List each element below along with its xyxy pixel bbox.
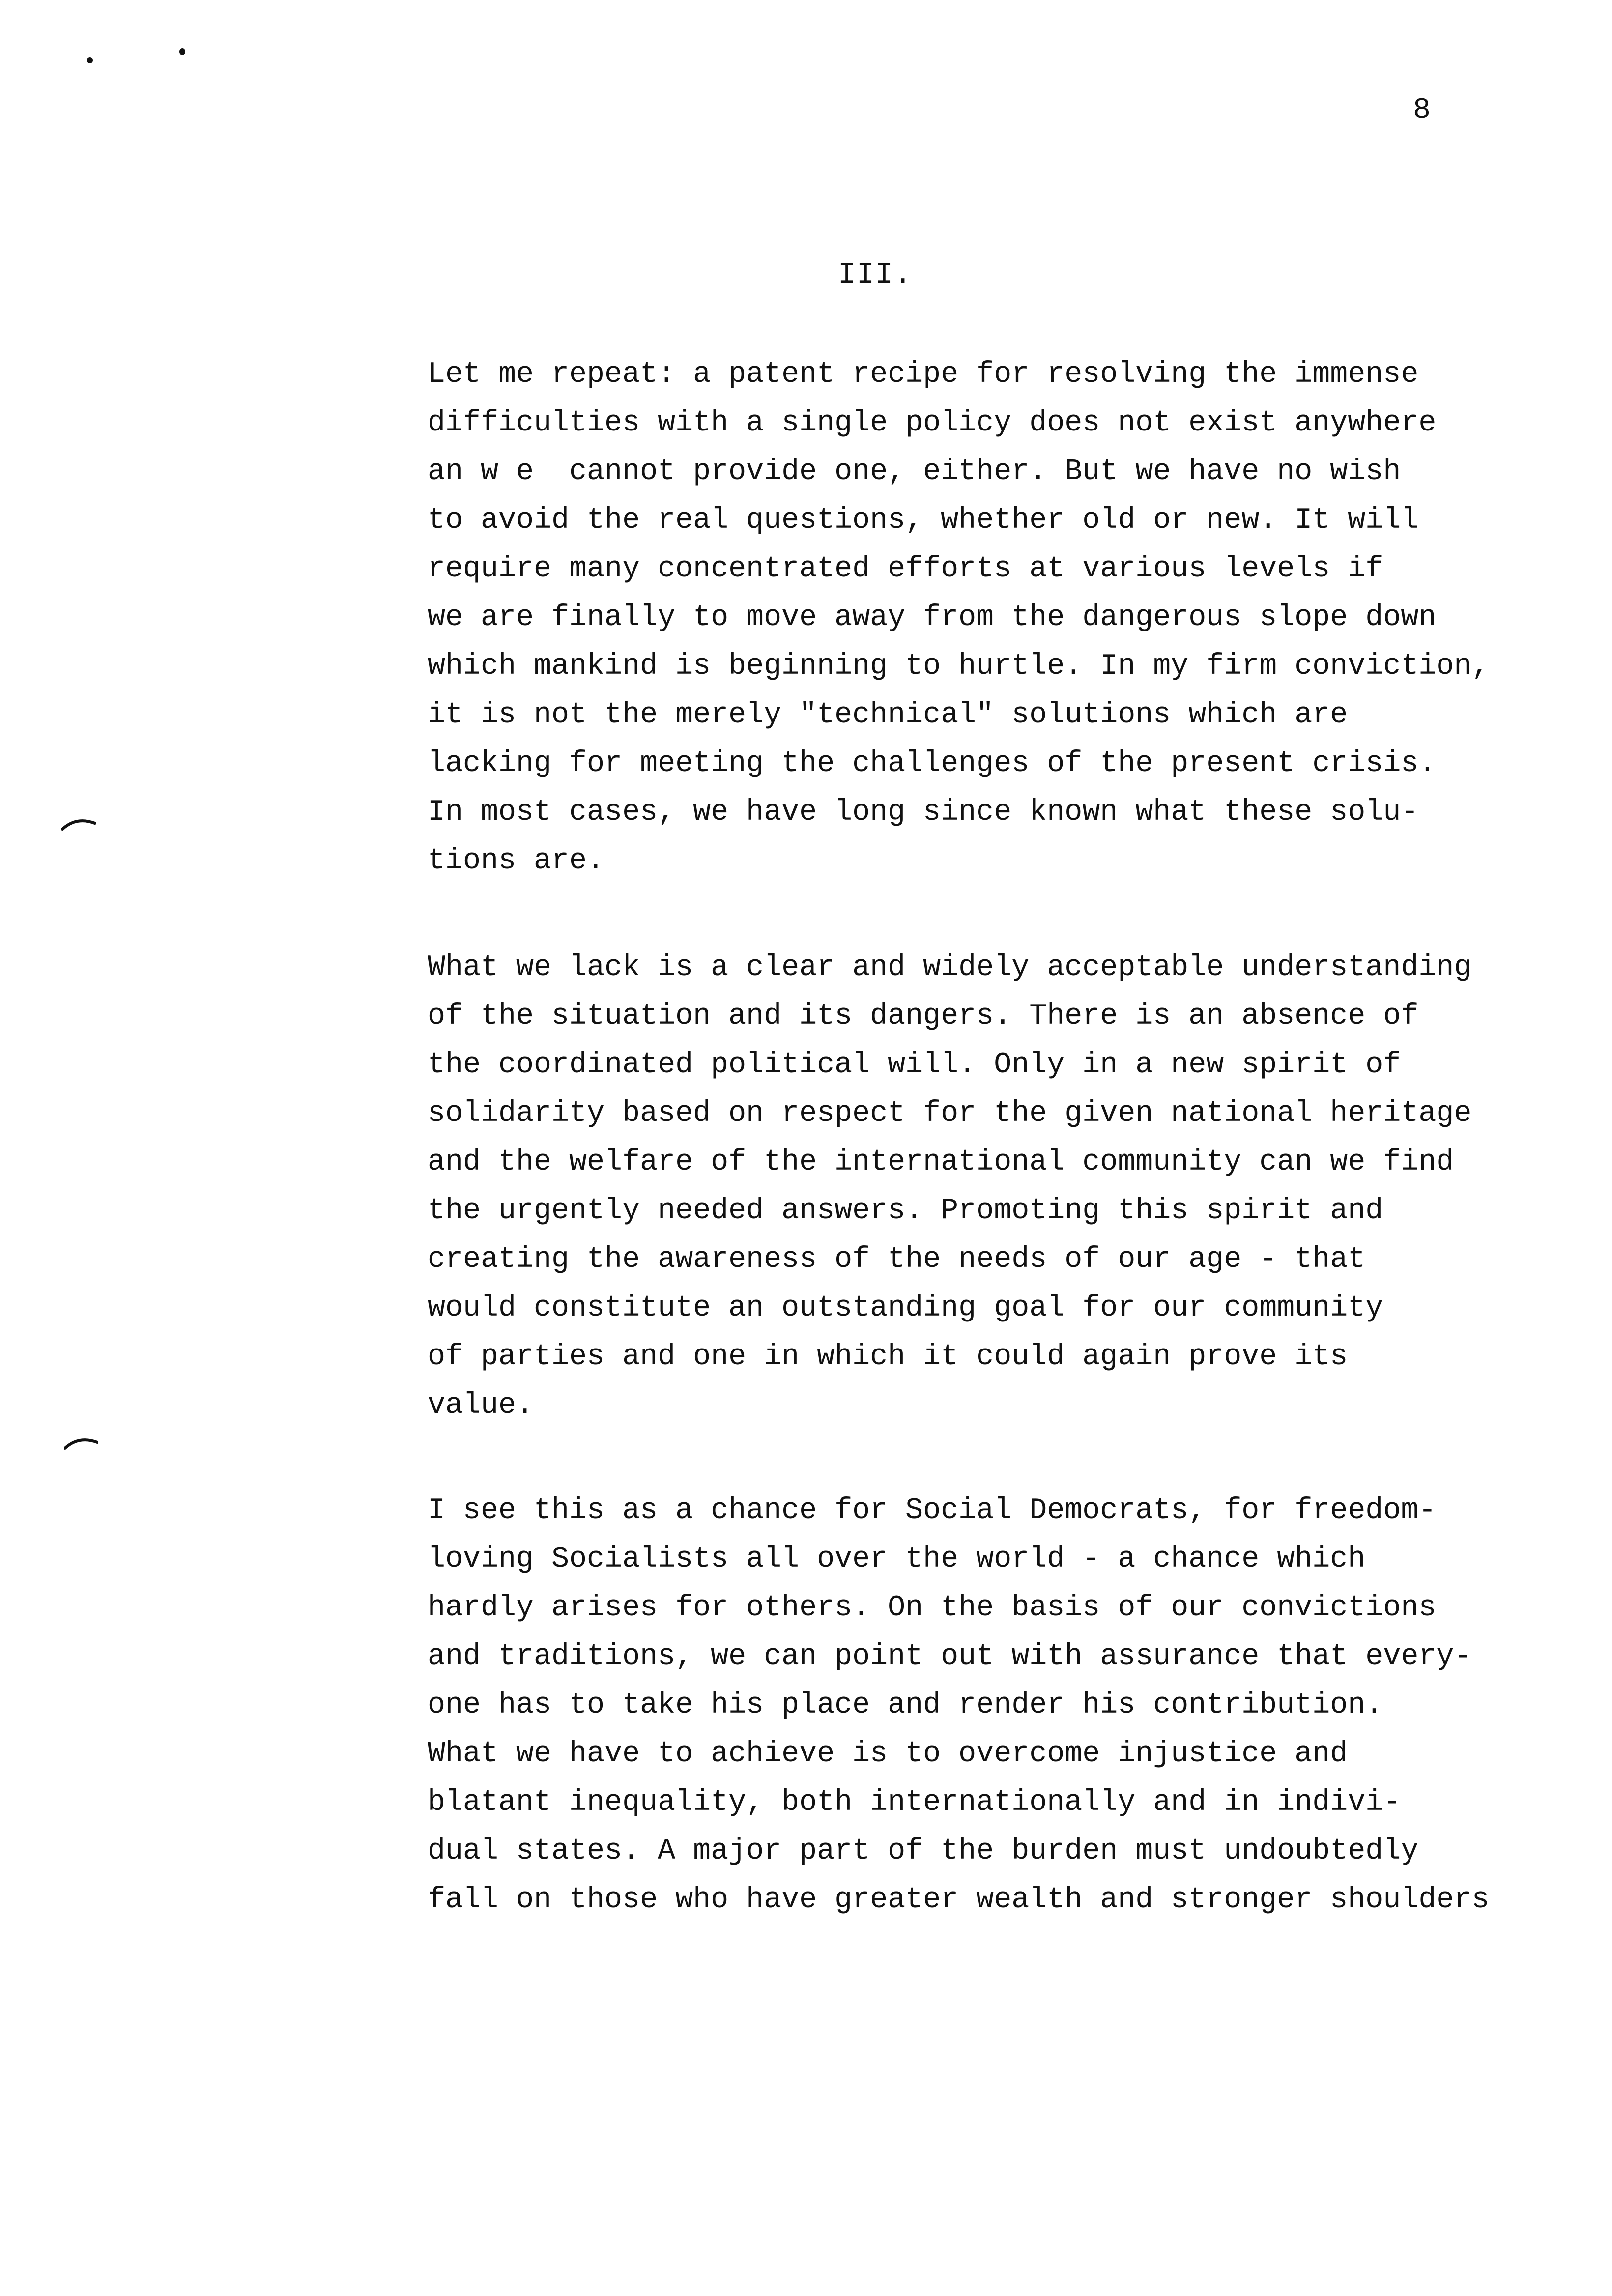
text-line: solidarity based on respect for the given national heritage xyxy=(428,1097,1472,1130)
text-line: creating the awareness of the needs of our age - that xyxy=(428,1243,1366,1276)
text-line: and traditions, we can point out with assurance that every- xyxy=(428,1640,1472,1673)
text-line: the urgently needed answers. Promoting this spirit and xyxy=(428,1194,1383,1228)
text-line: blatant inequality, both internationally and in indivi- xyxy=(428,1786,1401,1819)
text-line: it is not the merely "technical" solutions which are xyxy=(428,698,1348,732)
margin-arc-mark xyxy=(64,1433,98,1452)
text-line: What we have to achieve is to overcome injustice and xyxy=(428,1737,1348,1771)
text-line: an w e cannot provide one, either. But we have no wish xyxy=(428,455,1401,488)
text-line: I see this as a chance for Social Democrats, for freedom- xyxy=(428,1494,1437,1527)
scan-mark-dot xyxy=(179,48,185,55)
page-number: 8 xyxy=(1413,94,1431,127)
text-line: loving Socialists all over the world - a chance which xyxy=(428,1543,1366,1576)
text-line: What we lack is a clear and widely acceptable understanding xyxy=(428,951,1472,984)
text-line: value. xyxy=(428,1389,534,1422)
body-paragraph xyxy=(428,944,1607,1430)
body-paragraph xyxy=(428,350,1607,886)
body-paragraph xyxy=(428,1487,1607,1924)
text-line: one has to take his place and render his contribution. xyxy=(428,1689,1383,1722)
text-line: would constitute an outstanding goal for our community xyxy=(428,1292,1383,1325)
text-line: In most cases, we have long since known what these solu- xyxy=(428,796,1419,829)
margin-arc-mark xyxy=(61,813,96,833)
text-line: difficulties with a single policy does not exist anywhere xyxy=(428,406,1437,440)
text-line: and the welfare of the international community can we find xyxy=(428,1146,1454,1179)
text-line: tions are. xyxy=(428,844,605,878)
text-line: of parties and one in which it could again prove its xyxy=(428,1340,1348,1374)
text-line: lacking for meeting the challenges of the present crisis. xyxy=(428,747,1437,780)
text-line: the coordinated political will. Only in a new spirit of xyxy=(428,1048,1401,1082)
scan-mark-dot xyxy=(87,57,93,63)
text-line: dual states. A major part of the burden must undoubtedly xyxy=(428,1835,1419,1868)
text-line: Let me repeat: a patent recipe for resolving the immense xyxy=(428,358,1419,391)
text-line: fall on those who have greater wealth and stronger shoulders xyxy=(428,1883,1490,1917)
text-line: require many concentrated efforts at various levels if xyxy=(428,552,1383,586)
text-line: which mankind is beginning to hurtle. In my firm conviction, xyxy=(428,650,1490,683)
text-line: we are finally to move away from the dangerous slope down xyxy=(428,601,1437,634)
text-line: to avoid the real questions, whether old or new. It will xyxy=(428,504,1419,537)
section-heading: III. xyxy=(838,258,913,292)
text-line: of the situation and its dangers. There is an absence of xyxy=(428,1000,1419,1033)
text-line: hardly arises for others. On the basis of our convictions xyxy=(428,1591,1437,1625)
